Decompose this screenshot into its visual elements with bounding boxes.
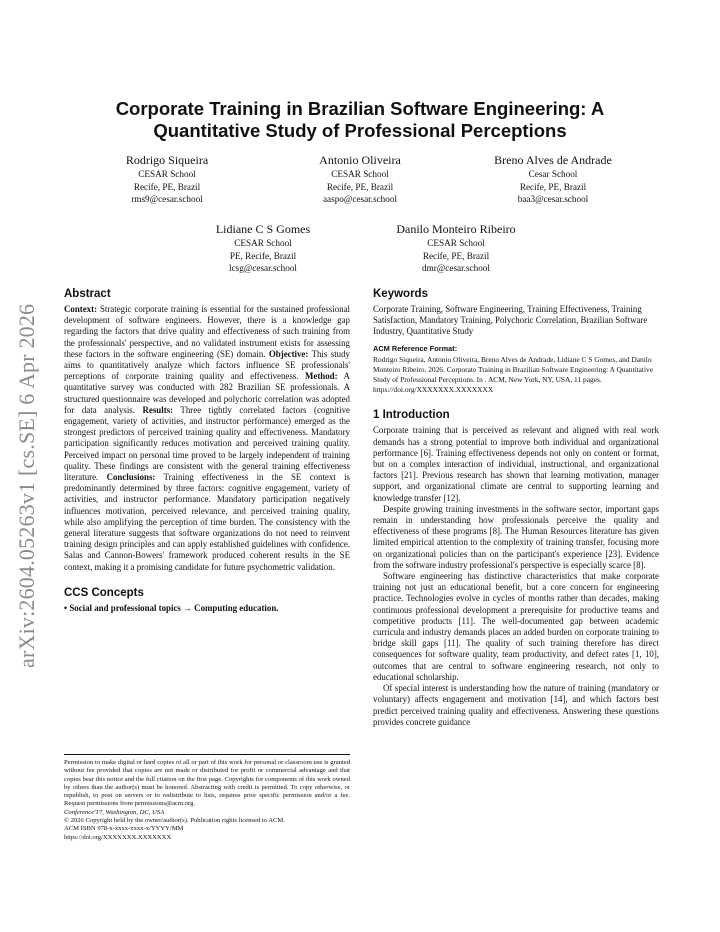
paper-title: Corporate Training in Brazilian Software Engineering: A Quantitative Study of Professional Perceptions bbox=[115, 98, 605, 141]
author-affiliation: CESAR School bbox=[427, 238, 485, 248]
author-email: dmr@cesar.school bbox=[422, 263, 490, 273]
author-block bbox=[356, 222, 556, 275]
author-affiliation: Cesar School bbox=[528, 169, 578, 179]
author-name: Antonio Oliveira bbox=[319, 153, 401, 167]
conclusions-text: Training effectiveness in the SE context is predominantly determined by three factors: cognitive engagement, variety of activities, and instructor performance. Mandatory participation negatively influences motivation, perceived relevance, and perceived training quality, while also amplifying the perception of time burden. The consistency with the general literature suggests that software organizations do not need to reinvent training design principles and can apply established guidelines with confidence. Salas and Cannon-Bowers' framework produced coherent results in the SE context, making it a promising candidate for future psychometric validation. bbox=[64, 472, 350, 572]
author-block bbox=[453, 153, 653, 206]
intro-paragraph: Corporate training that is perceived as relevant and aligned with real work demands has a strong potential to improve both individual and organizational performance [6]. Training effectiveness depends not only on content or format, but on a complex interaction of individual, instructional, and organizational factors [21]. Previous research has shown that learning motivation, manager support, and organizational climate are central to supporting learning and knowledge transfer [12]. bbox=[373, 425, 659, 503]
permission-notice bbox=[64, 754, 350, 842]
author-email: rms9@cesar.school bbox=[131, 194, 203, 204]
author-affiliation: CESAR School bbox=[331, 169, 389, 179]
author-location: Recife, PE, Brazil bbox=[133, 181, 201, 192]
intro-paragraph: Despite growing training investments in the software sector, important gaps remain in understanding how professionals perceive the quality and effectiveness of these programs [8]. The Human Resources literature has given limited empirical attention to the complexity of training transfer, focusing more on organizational policies than on the participant's experience [23]. Evidence from the software industry professional's perspective is especially scarce [8]. bbox=[373, 503, 659, 570]
author-block bbox=[163, 222, 363, 275]
method-label: Method: bbox=[298, 371, 338, 382]
intro-paragraph: Software engineering has distinctive characteristics that make corporate training not just an educational benefit, but a core concern for engineering practice. Technologies evolve in cycles of months rather than decades, making continuous professional development a prerequisite for productive teams and competitive products [11]. The well-documented gap between academic curricula and industry demands places an added burden on corporate training to bridge skill gaps [11]. The quality of such training therefore has direct consequences for software quality, team productivity, and defect rates [1, 10], outcomes that are central to software engineering research, not only to educational scholarship. bbox=[373, 571, 659, 682]
isbn-line: ACM ISBN 978-x-xxxx-xxxx-x/YYYY/MM bbox=[64, 825, 184, 833]
ccs-concept-item: • Social and professional topics → Computing education. bbox=[64, 602, 279, 613]
conference-line: Conference'17, Washington, DC, USA bbox=[64, 808, 165, 816]
results-text: Three tightly correlated factors (cognitive engagement, variety of activities, and instructor performance) emerged as the strongest predictors of perceived training quality and effectiveness. Mandatory participation significantly reduces motivation and perceived training quality. Perceived impact on personal time proved to be largely independent of training quality. These findings are consistent with the general training effectiveness literature. bbox=[64, 404, 350, 483]
context-label: Context: bbox=[64, 304, 98, 314]
arxiv-identifier-text: arXiv:2604.05263v1 [cs.SE] 6 Apr 2026 bbox=[14, 303, 39, 668]
method-text: A quantitative survey was conducted with 282 Brazilian SE professionals. A structured questionnaire was developed and polychoric correlation was adopted for data analysis. bbox=[64, 371, 350, 415]
left-column bbox=[64, 287, 350, 614]
arxiv-identifier bbox=[14, 268, 38, 668]
author-block bbox=[67, 153, 267, 206]
author-name: Danilo Monteiro Ribeiro bbox=[396, 222, 516, 236]
keywords-heading: Keywords bbox=[373, 288, 428, 300]
author-location: Recife, PE, Brazil bbox=[519, 181, 587, 192]
context-text: Strategic corporate training is essential for the sustained professional development of software engineers. However, there is a knowledge gap regarding the factors that drive quality and effectiveness of such training from the professionals' perspective, and no validated instrument exists for assessing these factors in the software engineering (SE) domain. bbox=[64, 304, 350, 359]
acm-reference-text: Rodrigo Siqueira, Antonio Oliveira, Breno Alves de Andrade, Lidiane C S Gomes, and Danilo Monteiro Ribeiro. 2026. Corporate Training in Brazilian Software Engineering: A Quantitative Study of Professional Perceptions. In . ACM, New York, NY, USA, 11 pages. https://doi.org/XXXXXXX.XXXXXXX bbox=[373, 354, 653, 395]
ccs-heading: CCS Concepts bbox=[64, 586, 144, 599]
conclusions-label: Conclusions: bbox=[98, 472, 156, 483]
doi-line: https://doi.org/XXXXXXX.XXXXXXX bbox=[64, 833, 172, 841]
author-name: Lidiane C S Gomes bbox=[215, 222, 311, 236]
objective-text: This study aims to quantitatively analyze which factors influence SE professionals' perceptions of corporate training quality and effectiveness. bbox=[64, 348, 350, 382]
intro-paragraph: Of special interest is understanding how the nature of training (mandatory or voluntary) affects engagement and motivation [14], and which factors best predict perceived training quality and effectiveness. Answering these questions provides concrete guidance bbox=[373, 683, 659, 727]
author-location: Recife, PE, Brazil bbox=[422, 250, 490, 261]
author-affiliation: CESAR School bbox=[138, 169, 196, 179]
author-email: baa3@cesar.school bbox=[517, 194, 589, 204]
author-location: Recife, PE, Brazil bbox=[326, 181, 394, 192]
author-name: Rodrigo Siqueira bbox=[125, 153, 209, 167]
author-affiliation: CESAR School bbox=[234, 238, 292, 248]
introduction-heading: 1 Introduction bbox=[373, 409, 450, 422]
copyright-line: © 2026 Copyright held by the owner/author(s). Publication rights licensed to ACM. bbox=[64, 817, 285, 825]
right-column bbox=[373, 287, 659, 728]
author-email: aaspo@cesar.school bbox=[322, 194, 398, 204]
abstract-text bbox=[64, 304, 350, 573]
author-email: lcsg@cesar.school bbox=[229, 263, 297, 273]
permission-text: Permission to make digital or hard copies of all or part of this work for personal or classroom use is granted without fee provided that copies are not made or distributed for profit or commercial advantage and that copies bear this notice and the full citation on the first page. Copyrights for components of this work owned by others than the author(s) must be honored. Abstracting with credit is permitted. To copy otherwise, or republish, to post on servers or to redistribute to lists, requires prior specific permission and/or a fee. Request permissions from permissions@acm.org. bbox=[64, 759, 350, 808]
author-block bbox=[260, 153, 460, 206]
author-name: Breno Alves de Andrade bbox=[494, 153, 612, 167]
abstract-heading: Abstract bbox=[64, 288, 111, 300]
results-label: Results: bbox=[134, 404, 174, 415]
objective-label: Objective: bbox=[265, 348, 309, 359]
author-location: PE, Recife, Brazil bbox=[229, 250, 297, 261]
acm-reference-heading: ACM Reference Format: bbox=[373, 343, 458, 353]
keywords-text: Corporate Training, Software Engineering, Training Effectiveness, Training Satisfaction, Mandatory Training, Polychoric Correlation, Brazilian Software Industry, Quantitative Study bbox=[373, 304, 648, 337]
